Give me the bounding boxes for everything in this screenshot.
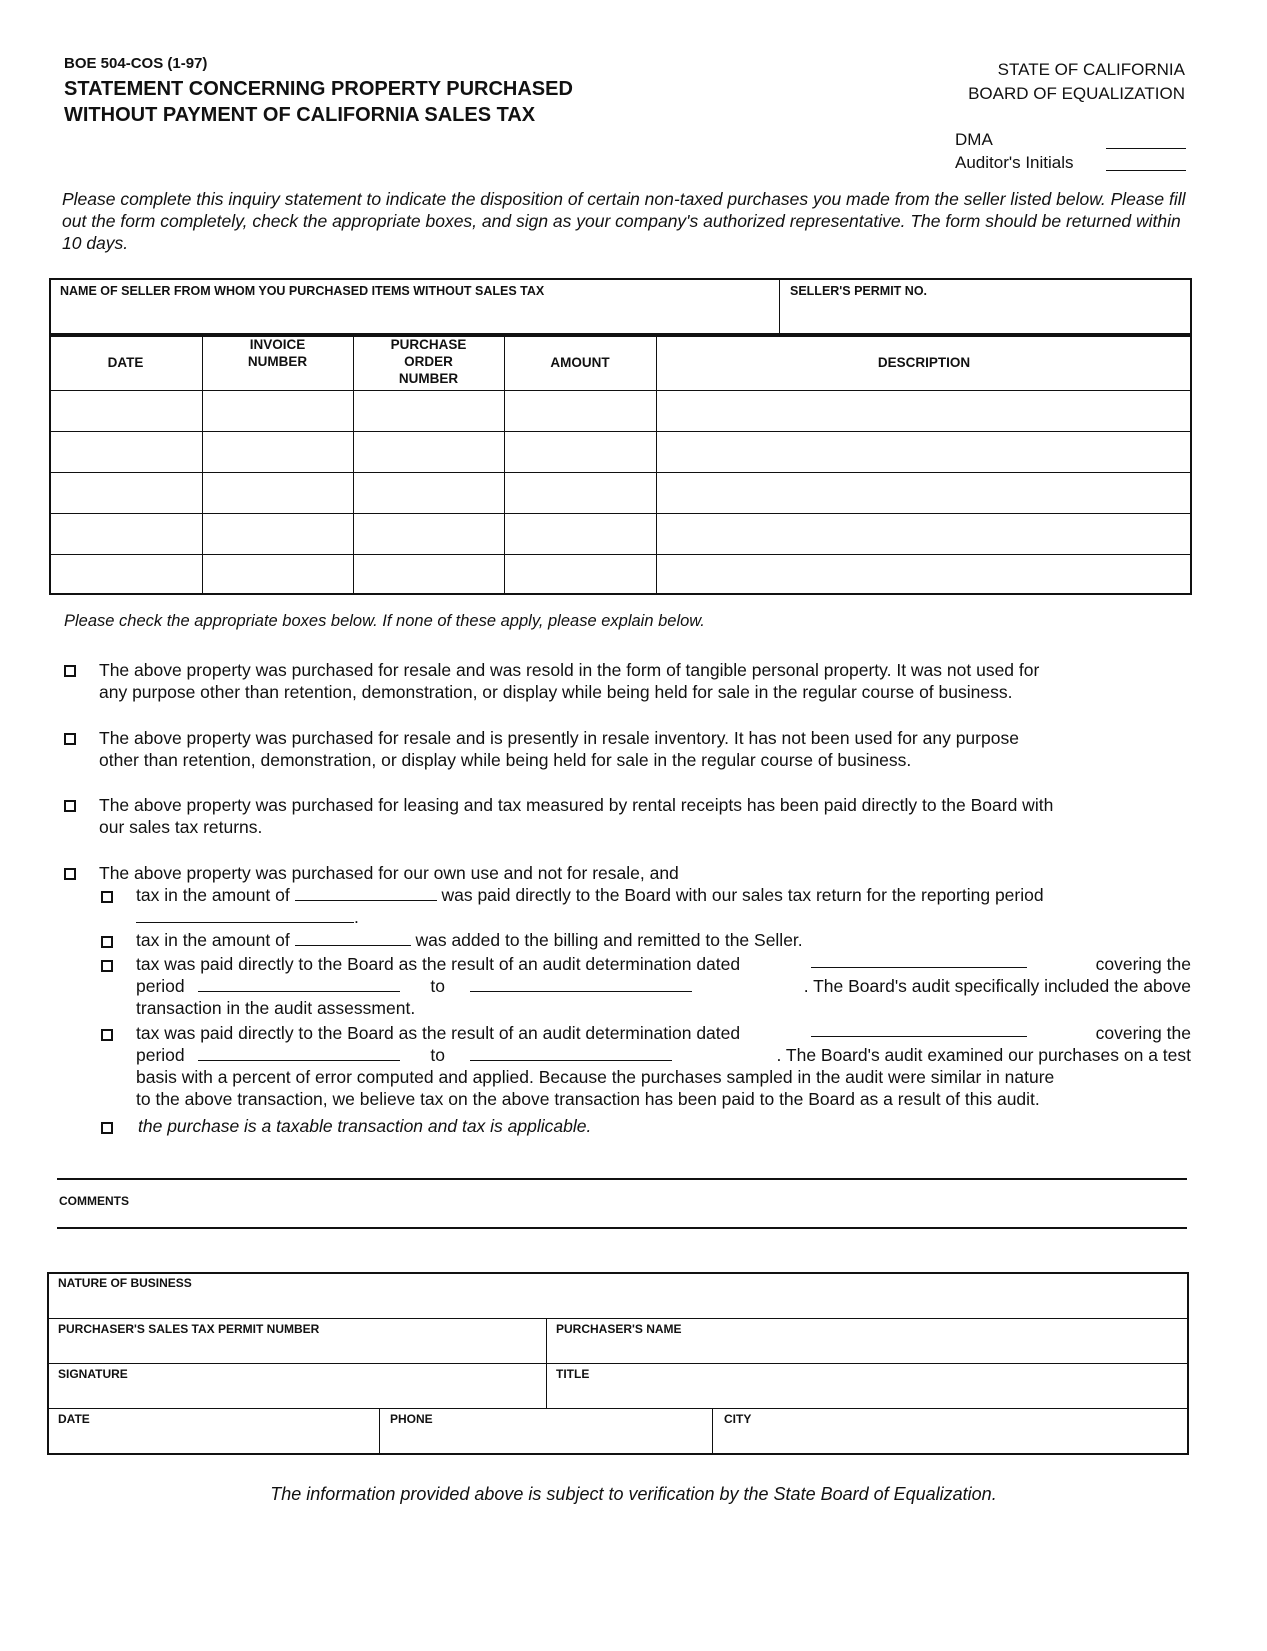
sub-audit-test-block bbox=[136, 1022, 1191, 1110]
period-to-field-2[interactable] bbox=[470, 1046, 672, 1061]
signature-label: SIGNATURE bbox=[58, 1367, 128, 1381]
purchaser-permit-field[interactable] bbox=[50, 1336, 544, 1362]
col-header-invoice-line1: INVOICE bbox=[249, 337, 306, 352]
comments-label: COMMENTS bbox=[59, 1194, 129, 1208]
sub-tax-return-line bbox=[136, 884, 1191, 906]
option-resold-text bbox=[99, 659, 1189, 703]
nature-of-business-label: NATURE OF BUSINESS bbox=[58, 1276, 192, 1290]
comments-bottom-line bbox=[57, 1227, 1187, 1229]
option-leasing-line1: The above property was purchased for leasing and tax measured by rental receipts has been paid directly to the Board with bbox=[99, 795, 1054, 815]
date-field[interactable] bbox=[50, 1426, 377, 1453]
tax-amount-field-2[interactable] bbox=[295, 931, 411, 946]
agency-name: BOARD OF EQUALIZATION bbox=[968, 84, 1185, 103]
option-inventory-line2: other than retention, demonstration, or display while being held for sale in the regular course of business. bbox=[99, 750, 912, 770]
sub-audit-test-text-e: to the above transaction, we believe tax on the above transaction has been paid to the Board as a result of this audit. bbox=[136, 1089, 1040, 1109]
reporting-period-field[interactable] bbox=[136, 908, 354, 923]
sub-audit-test-text-d: basis with a percent of error computed and applied. Because the purchases sampled in the audit were similar in nature bbox=[136, 1067, 1055, 1087]
sub-audit-specific-text-c: . The Board's audit specifically included the above bbox=[803, 976, 1191, 996]
purchaser-col-divider bbox=[546, 1318, 547, 1408]
own-use-checkbox[interactable] bbox=[64, 868, 76, 880]
option-own-use-text: The above property was purchased for our own use and not for resale, and bbox=[99, 863, 679, 883]
period-from-field-1[interactable] bbox=[198, 977, 400, 992]
sub-audit-specific-text-a: tax was paid directly to the Board as the result of an audit determination dated bbox=[136, 954, 741, 974]
purchaser-row-divider bbox=[47, 1318, 1189, 1319]
title-field[interactable] bbox=[549, 1381, 1186, 1407]
period-to-field-1[interactable] bbox=[470, 977, 692, 992]
intro-text: Please complete this inquiry statement to indicate the disposition of certain non-taxed purchases you made from the seller listed below. Please fill out the form completely, check the appropriate boxes, and sign as your company's authorized representative. The form should be returned within 10 days. bbox=[62, 189, 1186, 253]
option-resold-line1: The above property was purchased for resale and was resold in the form of tangible personal property. It was not used for bbox=[99, 660, 1040, 680]
row-divider bbox=[49, 390, 1192, 391]
form-title bbox=[64, 76, 573, 128]
seller-divider bbox=[779, 278, 780, 335]
sub-audit-specific-block bbox=[136, 953, 1191, 1019]
resold-checkbox[interactable] bbox=[64, 665, 76, 677]
col-header-date: DATE bbox=[107, 355, 144, 370]
form-title-line2: WITHOUT PAYMENT OF CALIFORNIA SALES TAX bbox=[64, 104, 536, 126]
auditor-initials-label: Auditor's Initials bbox=[955, 153, 1074, 172]
tax-billing-checkbox[interactable] bbox=[101, 936, 113, 948]
sub-audit-test-text-b: covering the bbox=[1095, 1023, 1191, 1043]
sub-billing-text-b: was added to the billing and remitted to the Seller. bbox=[415, 930, 803, 950]
state-name: STATE OF CALIFORNIA bbox=[997, 60, 1185, 79]
col-header-po-line1: PURCHASE bbox=[390, 337, 467, 352]
purchaser-name-field[interactable] bbox=[549, 1336, 1186, 1362]
sub-billing-line bbox=[136, 929, 1191, 951]
option-inventory-line1: The above property was purchased for resale and is presently in resale inventory. It has not been used for any purpose bbox=[99, 728, 1019, 748]
col-header-po-line3: NUMBER bbox=[398, 371, 459, 386]
purchase-rows-area[interactable] bbox=[52, 392, 1189, 592]
title-label: TITLE bbox=[556, 1367, 590, 1381]
date-label: DATE bbox=[58, 1412, 90, 1426]
form-number: BOE 504-COS (1-97) bbox=[64, 55, 208, 72]
audit-specific-checkbox[interactable] bbox=[101, 960, 113, 972]
office-use-block bbox=[955, 128, 1074, 174]
sub-audit-specific-text-d: transaction in the audit assessment. bbox=[136, 998, 416, 1018]
agency-block bbox=[968, 58, 1185, 106]
col-header-invoice-line2: NUMBER bbox=[247, 354, 308, 369]
leasing-checkbox[interactable] bbox=[64, 800, 76, 812]
sub-taxable-text: the purchase is a taxable transaction and tax is applicable. bbox=[138, 1116, 592, 1136]
city-label: CITY bbox=[724, 1412, 752, 1426]
period-label-2: period bbox=[136, 1045, 185, 1065]
period-from-field-2[interactable] bbox=[198, 1046, 400, 1061]
seller-permit-label: SELLER'S PERMIT NO. bbox=[790, 284, 928, 298]
sub-billing-text-a: tax in the amount of bbox=[136, 930, 290, 950]
sub-tax-return-text-a: tax in the amount of bbox=[136, 885, 290, 905]
city-field[interactable] bbox=[715, 1426, 1186, 1453]
sub-tax-return-text-b: was paid directly to the Board with our sales tax return for the reporting period bbox=[441, 885, 1044, 905]
option-resold-line2: any purpose other than retention, demonstration, or display while being held for sale in the regular course of business. bbox=[99, 682, 1013, 702]
tax-amount-field-1[interactable] bbox=[295, 886, 437, 901]
to-label-1: to bbox=[430, 976, 446, 996]
verification-footer: The information provided above is subject to verification by the State Board of Equalization. bbox=[270, 1484, 997, 1504]
purchaser-row-divider bbox=[47, 1363, 1189, 1364]
dma-label: DMA bbox=[955, 130, 993, 149]
period-label-1: period bbox=[136, 976, 185, 996]
phone-field[interactable] bbox=[382, 1426, 710, 1453]
taxable-checkbox[interactable] bbox=[101, 1122, 113, 1134]
reporting-period-row: . bbox=[136, 906, 366, 928]
option-leasing-text bbox=[99, 794, 1189, 838]
seller-name-label: NAME OF SELLER FROM WHOM YOU PURCHASED ITEMS WITHOUT SALES TAX bbox=[60, 284, 545, 298]
purchaser-permit-label: PURCHASER'S SALES TAX PERMIT NUMBER bbox=[58, 1322, 320, 1336]
seller-name-field[interactable] bbox=[52, 300, 777, 332]
col-header-po bbox=[353, 336, 504, 387]
auditor-initials-field[interactable] bbox=[1106, 170, 1186, 171]
sub-audit-specific-text-b: covering the bbox=[1095, 954, 1191, 974]
resale-inventory-checkbox[interactable] bbox=[64, 733, 76, 745]
col-header-amount: AMOUNT bbox=[550, 355, 610, 370]
purchaser-col-divider bbox=[379, 1408, 380, 1455]
audit-test-basis-checkbox[interactable] bbox=[101, 1029, 113, 1041]
option-inventory-text bbox=[99, 727, 1189, 771]
purchaser-col-divider bbox=[712, 1408, 713, 1455]
tax-paid-return-checkbox[interactable] bbox=[101, 891, 113, 903]
purchaser-name-label: PURCHASER'S NAME bbox=[556, 1322, 682, 1336]
purchaser-row-divider bbox=[47, 1408, 1189, 1409]
signature-field[interactable] bbox=[50, 1381, 544, 1407]
form-title-line1: STATEMENT CONCERNING PROPERTY PURCHASED bbox=[64, 78, 573, 100]
dma-field[interactable] bbox=[1106, 148, 1186, 149]
sub-audit-test-text-a: tax was paid directly to the Board as the result of an audit determination dated bbox=[136, 1023, 741, 1043]
audit-date-field-1[interactable] bbox=[811, 953, 1027, 968]
sub-audit-test-text-c: . The Board's audit examined our purchases on a test bbox=[776, 1045, 1191, 1065]
col-header-invoice bbox=[202, 336, 353, 370]
col-header-po-line2: ORDER bbox=[404, 354, 453, 369]
nature-of-business-field[interactable] bbox=[50, 1290, 1186, 1316]
phone-label: PHONE bbox=[390, 1412, 433, 1426]
to-label-2: to bbox=[430, 1045, 446, 1065]
col-header-description: DESCRIPTION bbox=[877, 355, 971, 370]
comments-field[interactable] bbox=[57, 1180, 1187, 1226]
seller-permit-field[interactable] bbox=[782, 300, 1189, 332]
option-leasing-line2: our sales tax returns. bbox=[99, 817, 263, 837]
check-instruction: Please check the appropriate boxes below. If none of these apply, please explain below. bbox=[64, 612, 705, 630]
audit-date-field-2[interactable] bbox=[811, 1022, 1027, 1037]
